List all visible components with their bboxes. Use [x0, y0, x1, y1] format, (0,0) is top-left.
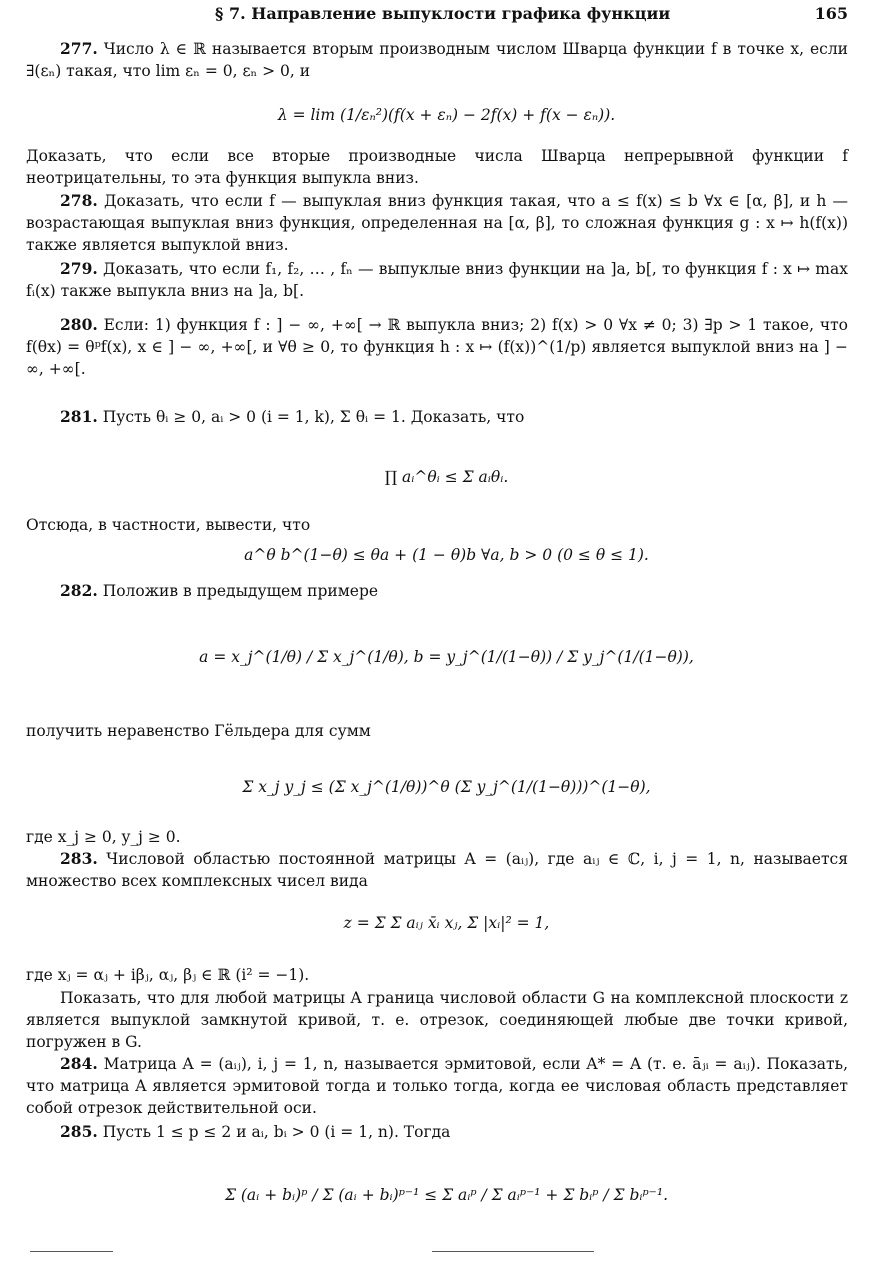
formula-282-b: Σ x_j y_j ≤ (Σ x_j^(1/θ))^θ (Σ y_j^(1/(1−θ)))^(1−θ), [242, 778, 651, 796]
problem-number: 280. [60, 315, 98, 334]
formula-281-b: a^θ b^(1−θ) ≤ θa + (1 − θ)b ∀a, b > 0 (0 ≤ θ ≤ 1). [244, 546, 649, 564]
page-number: 165 [814, 4, 848, 23]
problem-text: Если: 1) функция f : ] − ∞, +∞[ → ℝ выпукла вниз; 2) f(x) > 0 ∀x ≠ 0; 3) ∃p > 1 такое, что f(θx) = θᵖf(x), x ∈ ] − ∞, +∞[, и ∀θ ≥ 0, то функция h : x ↦ (f(x))^(1/p) является выпуклой вниз на ] − ∞, +∞[. [26, 316, 848, 378]
problem-number: 281. [60, 407, 98, 426]
problem-text: Пусть θᵢ ≥ 0, aᵢ > 0 (i = 1, k), Σ θᵢ = 1. Доказать, что [102, 408, 525, 426]
problem-285 [26, 1121, 848, 1143]
problem-text: Доказать, что если f₁, f₂, … , fₙ — выпуклые вниз функции на ]a, b[, то функция f : x ↦ max fᵢ(x) также выпукла вниз на ]a, b[. [26, 260, 848, 300]
problem-282 [26, 580, 848, 602]
problem-281 [26, 406, 848, 428]
problem-number: 284. [60, 1054, 98, 1073]
problem-text: Число λ ∈ ℝ называется вторым производным числом Шварца функции f в точке x, если ∃(εₙ) такая, что lim εₙ = 0, εₙ > 0, и [26, 40, 848, 80]
problem-number: 277. [60, 39, 98, 58]
formula-283: z = Σ Σ aᵢⱼ x̄ᵢ xⱼ, Σ |xᵢ|² = 1, [343, 914, 550, 932]
problem-text: Числовой областью постоянной матрицы A = (aᵢⱼ), где aᵢⱼ ∈ ℂ, i, j = 1, n, называется множество всех комплексных чисел вида [26, 850, 848, 890]
problem-281-text2: Отсюда, в частности, вывести, что [26, 516, 311, 534]
section-title: § 7. Направление выпуклости графика функции [215, 4, 671, 23]
problem-text: Матрица A = (aᵢⱼ), i, j = 1, n, называется эрмитовой, если A* = A (т. е. āⱼᵢ = aᵢⱼ). Показать, что матрица A является эрмитовой тогда и только тогда, когда ее числовая область представляет собой отрезок действительной оси. [26, 1055, 848, 1117]
problem-283-text3: Показать, что для любой матрицы A граница числовой области G на комплексной плоскости z является выпуклой замкнутой кривой, т. е. отрезок, соединяющей любые две точки кривой, погружен в G. [26, 989, 848, 1051]
problem-283-text2: где xⱼ = αⱼ + iβⱼ, αⱼ, βⱼ ∈ ℝ (i² = −1). [26, 966, 310, 984]
problem-number: 283. [60, 849, 98, 868]
formula-285: Σ (aᵢ + bᵢ)ᵖ / Σ (aᵢ + bᵢ)ᵖ⁻¹ ≤ Σ aᵢᵖ / Σ aᵢᵖ⁻¹ + Σ bᵢᵖ / Σ bᵢᵖ⁻¹. [225, 1186, 668, 1204]
problem-number: 279. [60, 259, 98, 278]
problem-277 [26, 38, 848, 82]
problem-text: Положив в предыдущем примере [102, 582, 379, 600]
problem-278 [26, 190, 848, 256]
problem-279 [26, 258, 848, 302]
formula-281: ∏ aᵢ^θᵢ ≤ Σ aᵢθᵢ. [384, 468, 509, 486]
formula-282: a = x_j^(1/θ) / Σ x_j^(1/θ), b = y_j^(1/(1−θ)) / Σ y_j^(1/(1−θ)), [199, 648, 694, 666]
problem-number: 278. [60, 191, 98, 210]
problem-277-conclusion: Доказать, что если все вторые производные числа Шварца непрерывной функции f неотрицательны, то эта функция выпукла вниз. [26, 147, 848, 187]
problem-number: 285. [60, 1122, 98, 1141]
problem-283 [26, 848, 848, 892]
running-header [0, 4, 893, 26]
problem-284 [26, 1053, 848, 1119]
problem-number: 282. [60, 581, 98, 600]
problem-text: Доказать, что если f — выпуклая вниз функция такая, что a ≤ f(x) ≤ b ∀x ∈ [α, β], и h — возрастающая выпуклая вниз функция, определенная на [α, β], то сложная функция g : x ↦ h(f(x)) также является выпуклой вниз. [26, 192, 848, 254]
footer-rule-right [432, 1251, 594, 1252]
problem-text: Пусть 1 ≤ p ≤ 2 и aᵢ, bᵢ > 0 (i = 1, n). Тогда [102, 1123, 451, 1141]
problem-282-text3: где x_j ≥ 0, y_j ≥ 0. [26, 828, 181, 846]
formula-277: λ = lim (1/εₙ²)(f(x + εₙ) − 2f(x) + f(x − εₙ)). [277, 106, 616, 124]
problem-282-text2: получить неравенство Гёльдера для сумм [26, 722, 371, 740]
problem-280 [26, 314, 848, 380]
footer-rule-left [30, 1251, 113, 1252]
